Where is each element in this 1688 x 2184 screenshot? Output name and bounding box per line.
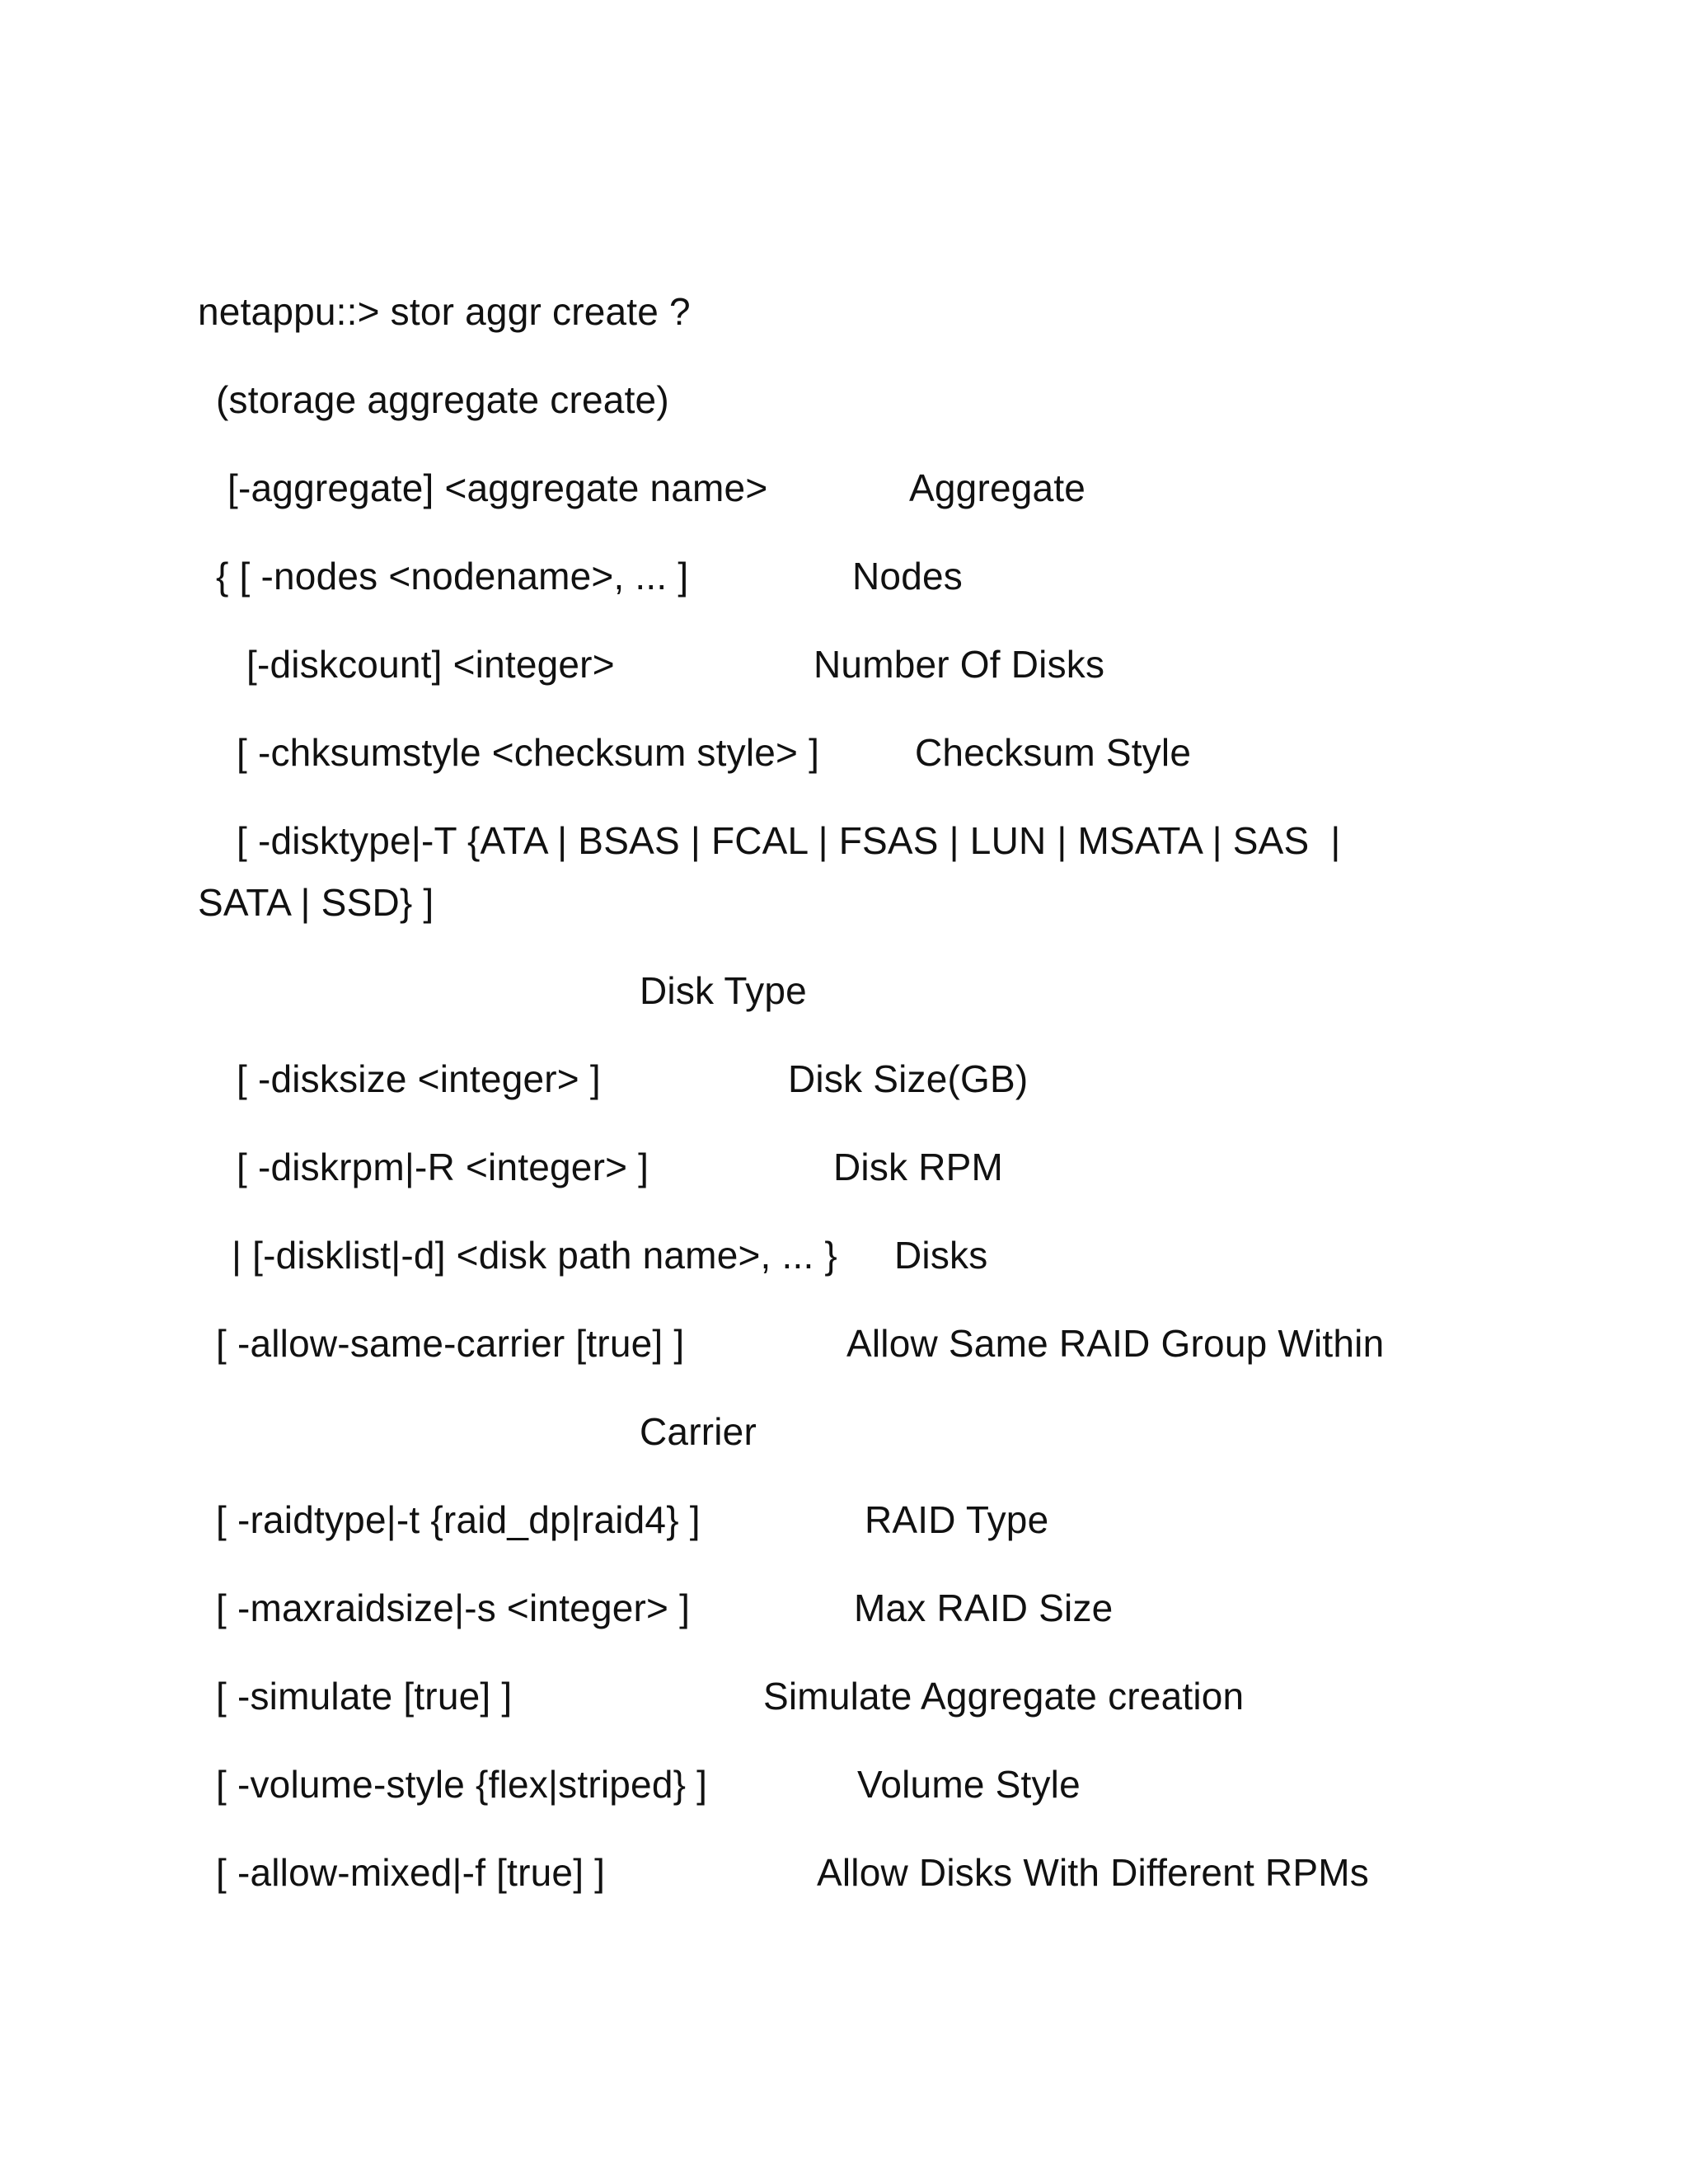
- param-disktype-continued: SATA | SSD} ]: [198, 881, 434, 924]
- param-nodes: { [ -nodes <nodename>, ... ]: [216, 555, 689, 598]
- desc-allow-mixed: Allow Disks With Different RPMs: [817, 1851, 1369, 1894]
- desc-raidtype: RAID Type: [865, 1498, 1049, 1541]
- param-diskcount: [-diskcount] <integer>: [246, 643, 615, 686]
- param-volume-style: [ -volume-style {flex|striped} ]: [216, 1763, 708, 1806]
- desc-chksumstyle: Checksum Style: [915, 731, 1192, 774]
- desc-diskrpm: Disk RPM: [833, 1146, 1004, 1188]
- desc-diskcount: Number Of Disks: [814, 643, 1105, 686]
- param-simulate: [ -simulate [true] ]: [216, 1675, 513, 1718]
- param-diskrpm: [ -diskrpm|-R <integer> ]: [237, 1146, 649, 1188]
- command-full-name: (storage aggregate create): [216, 378, 669, 421]
- desc-nodes: Nodes: [852, 555, 963, 598]
- param-disklist: | [-disklist|-d] <disk path name>, ... }: [232, 1234, 837, 1277]
- desc-disksize: Disk Size(GB): [788, 1057, 1029, 1100]
- param-allow-same-carrier: [ -allow-same-carrier [true] ]: [216, 1322, 685, 1365]
- desc-allow-same-carrier-continued: Carrier: [640, 1410, 757, 1453]
- param-maxraidsize: [ -maxraidsize|-s <integer> ]: [216, 1586, 691, 1629]
- desc-volume-style: Volume Style: [857, 1763, 1081, 1806]
- desc-aggregate: Aggregate: [909, 466, 1086, 509]
- param-disktype: [ -disktype|-T {ATA | BSAS | FCAL | FSAS | LUN | MSATA | SAS |: [237, 819, 1341, 862]
- desc-disklist: Disks: [894, 1234, 988, 1277]
- param-aggregate: [-aggregate] <aggregate name>: [227, 466, 768, 509]
- param-disksize: [ -disksize <integer> ]: [237, 1057, 601, 1100]
- desc-disktype: Disk Type: [640, 969, 807, 1012]
- desc-simulate: Simulate Aggregate creation: [763, 1675, 1245, 1718]
- command-prompt-line: netappu::> stor aggr create ?: [198, 290, 691, 333]
- desc-allow-same-carrier: Allow Same RAID Group Within: [846, 1322, 1385, 1365]
- desc-maxraidsize: Max RAID Size: [854, 1586, 1114, 1629]
- param-chksumstyle: [ -chksumstyle <checksum style> ]: [237, 731, 820, 774]
- param-raidtype: [ -raidtype|-t {raid_dp|raid4} ]: [216, 1498, 701, 1541]
- param-allow-mixed: [ -allow-mixed|-f [true] ]: [216, 1851, 606, 1894]
